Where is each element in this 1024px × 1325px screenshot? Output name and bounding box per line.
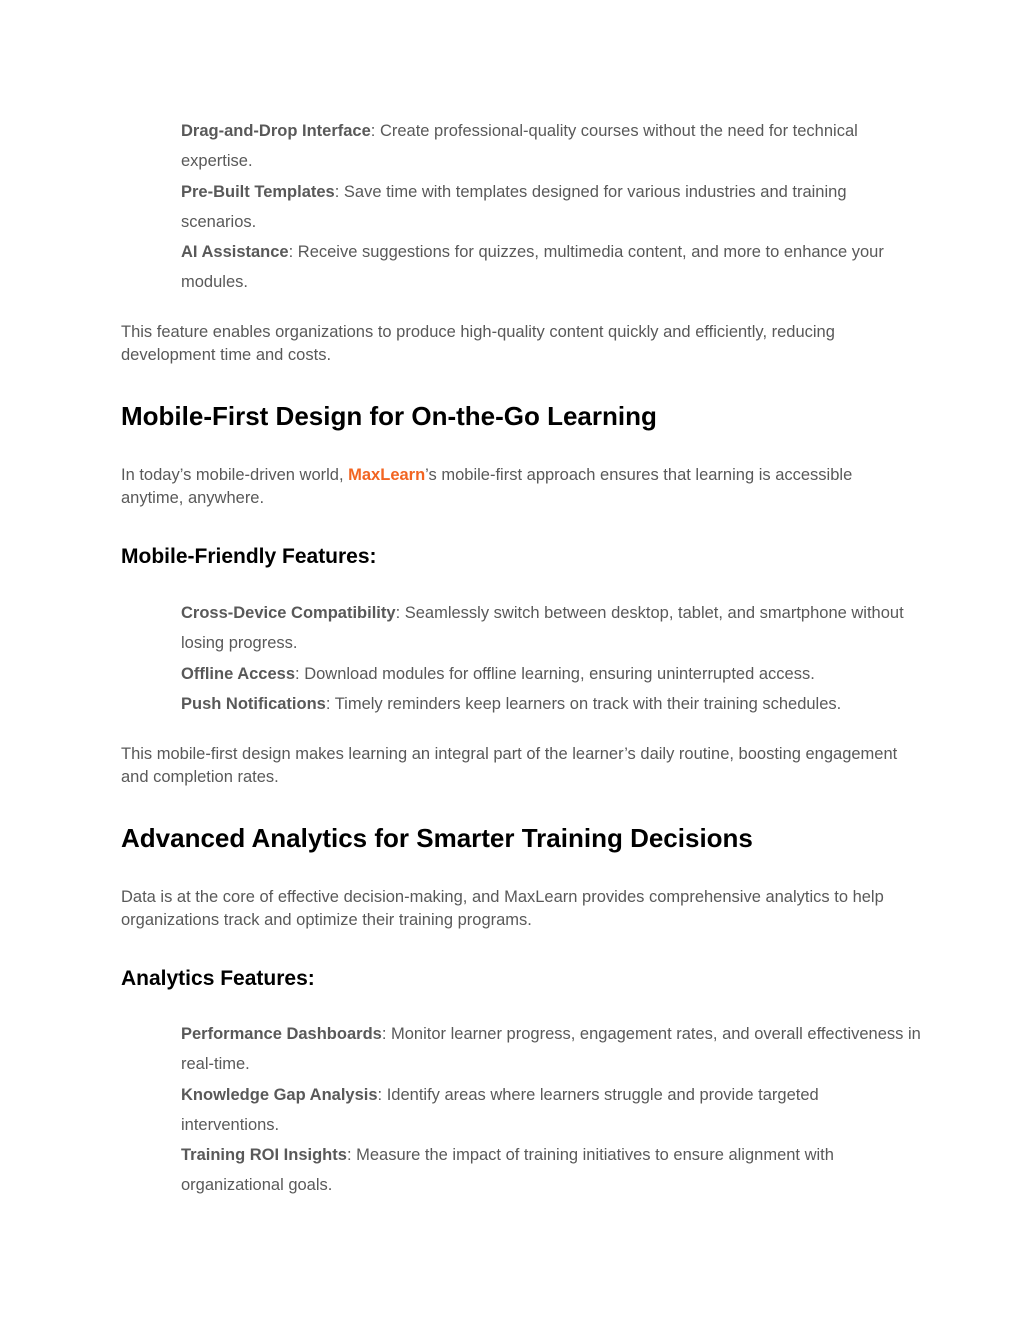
list-item [181, 1140, 921, 1201]
list-item-desc: : Measure the impact of training initiatives to ensure alignment with organizational goals. [181, 1146, 834, 1195]
analytics-intro: Data is at the core of effective decision-making, and MaxLearn provides comprehensive analytics to help organizations track and optimize their training programs. [121, 888, 884, 929]
list-item-term: Drag-and-Drop Interface [181, 122, 371, 140]
list-item-term: Knowledge Gap Analysis [181, 1085, 378, 1104]
mobile-intro-after: ’s mobile-first approach ensures that learning is accessible anytime, anywhere. [121, 466, 853, 507]
list-item [181, 598, 921, 659]
mobile-features-subheading: Mobile-Friendly Features: [121, 545, 377, 568]
list-item [181, 659, 921, 689]
intro-feature-list [181, 116, 921, 298]
list-item-term: Pre-Built Templates [181, 182, 335, 201]
list-item-desc: : Create professional-quality courses without the need for technical expertise. [181, 122, 858, 171]
analytics-section-heading: Advanced Analytics for Smarter Training Decisions [121, 823, 753, 853]
mobile-summary: This mobile-first design makes learning an integral part of the learner’s daily routine, boosting engagement and completion rates. [121, 745, 898, 786]
list-item-desc: : Identify areas where learners struggle and provide targeted interventions. [181, 1085, 819, 1134]
maxlearn-link[interactable]: MaxLearn [348, 466, 426, 484]
analytics-features-subheading: Analytics Features: [121, 967, 315, 990]
list-item-term: AI Assistance [181, 243, 289, 262]
mobile-feature-list [181, 598, 921, 719]
list-item-desc: : Download modules for offline learning, ensuring uninterrupted access. [295, 664, 815, 683]
list-item-term: Training ROI Insights [181, 1146, 347, 1165]
list-item-term: Performance Dashboards [181, 1025, 382, 1043]
mobile-intro-before: In today’s mobile-driven world, [121, 466, 349, 484]
analytics-feature-list [181, 1019, 921, 1201]
mobile-section-heading: Mobile-First Design for On-the-Go Learning [121, 401, 657, 431]
list-item-desc: : Timely reminders keep learners on track with their training schedules. [325, 694, 842, 713]
list-item-term: Offline Access [181, 664, 296, 683]
list-item [181, 116, 921, 177]
list-item-desc: : Monitor learner progress, engagement rates, and overall effectiveness in real-time. [181, 1025, 921, 1074]
list-item [181, 1019, 921, 1080]
list-item-term: Push Notifications [181, 694, 326, 713]
list-item [181, 1080, 921, 1141]
list-item [181, 689, 921, 719]
intro-summary: This feature enables organizations to produce high-quality content quickly and efficiently, reducing development time and costs. [121, 323, 835, 364]
list-item-desc: : Save time with templates designed for various industries and training scenarios. [181, 182, 847, 231]
list-item-desc: : Receive suggestions for quizzes, multimedia content, and more to enhance your modules. [181, 243, 884, 292]
list-item [181, 237, 921, 298]
list-item [181, 177, 921, 238]
list-item-desc: : Seamlessly switch between desktop, tablet, and smartphone without losing progress. [181, 604, 904, 653]
list-item-term: Cross-Device Compatibility [181, 604, 396, 622]
mobile-intro [121, 464, 911, 510]
